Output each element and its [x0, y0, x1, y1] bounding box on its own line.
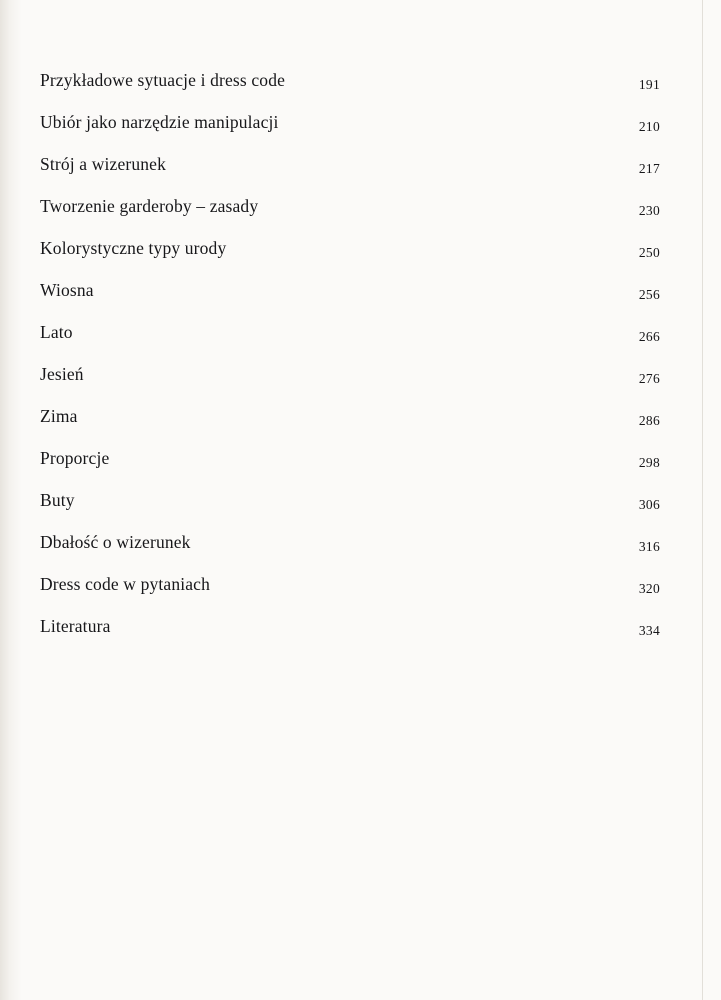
toc-entry[interactable] — [40, 196, 660, 238]
toc-entry[interactable] — [40, 574, 660, 616]
toc-entry-page-number: 316 — [638, 539, 660, 554]
toc-entry-title: Jesień — [40, 364, 84, 384]
toc-entry-title: Dress code w pytaniach — [40, 574, 210, 594]
toc-entry-page-number: 320 — [638, 581, 660, 596]
toc-entry[interactable] — [40, 406, 660, 448]
toc-entry[interactable] — [40, 364, 660, 406]
toc-entry-title: Literatura — [40, 616, 111, 636]
toc-entry[interactable] — [40, 154, 660, 196]
toc-entry-title: Buty — [40, 490, 75, 510]
toc-entry[interactable] — [40, 238, 660, 280]
toc-entry-title: Wiosna — [40, 280, 94, 300]
toc-entry-page-number: 230 — [638, 203, 660, 218]
toc-entry-page-number: 298 — [638, 455, 660, 470]
toc-entry-page-number: 256 — [638, 287, 660, 302]
toc-entry-page-number: 210 — [638, 119, 660, 134]
toc-entry-page-number: 276 — [638, 371, 660, 386]
toc-entry-page-number: 306 — [638, 497, 660, 512]
toc-entry[interactable] — [40, 490, 660, 532]
toc-entry-title: Ubiór jako narzędzie manipulacji — [40, 112, 279, 132]
toc-entry-title: Proporcje — [40, 448, 110, 468]
toc-entry-page-number: 217 — [638, 161, 660, 176]
page-trim-edge — [702, 0, 703, 1000]
toc-entry[interactable] — [40, 112, 660, 154]
toc-entry-title: Tworzenie garderoby – zasady — [40, 196, 259, 216]
toc-entry-page-number: 266 — [638, 329, 660, 344]
toc-entry-page-number: 250 — [638, 245, 660, 260]
toc-entry-title: Przykładowe sytuacje i dress code — [40, 70, 286, 90]
toc-entry[interactable] — [40, 448, 660, 490]
toc-entry[interactable] — [40, 532, 660, 574]
toc-entry[interactable] — [40, 70, 660, 112]
toc-entry-title: Kolorystyczne typy urody — [40, 238, 227, 258]
toc-entry[interactable] — [40, 616, 660, 658]
page-spine-shading — [0, 0, 22, 1000]
toc-entry[interactable] — [40, 280, 660, 322]
table-of-contents — [40, 70, 660, 658]
toc-entry-page-number: 286 — [638, 413, 660, 428]
toc-entry-title: Strój a wizerunek — [40, 154, 166, 174]
toc-entry-title: Zima — [40, 406, 78, 426]
toc-entry-title: Lato — [40, 322, 73, 342]
toc-entry[interactable] — [40, 322, 660, 364]
toc-entry-page-number: 191 — [638, 77, 660, 92]
toc-entry-title: Dbałość o wizerunek — [40, 532, 191, 552]
toc-entry-page-number: 334 — [638, 623, 660, 638]
